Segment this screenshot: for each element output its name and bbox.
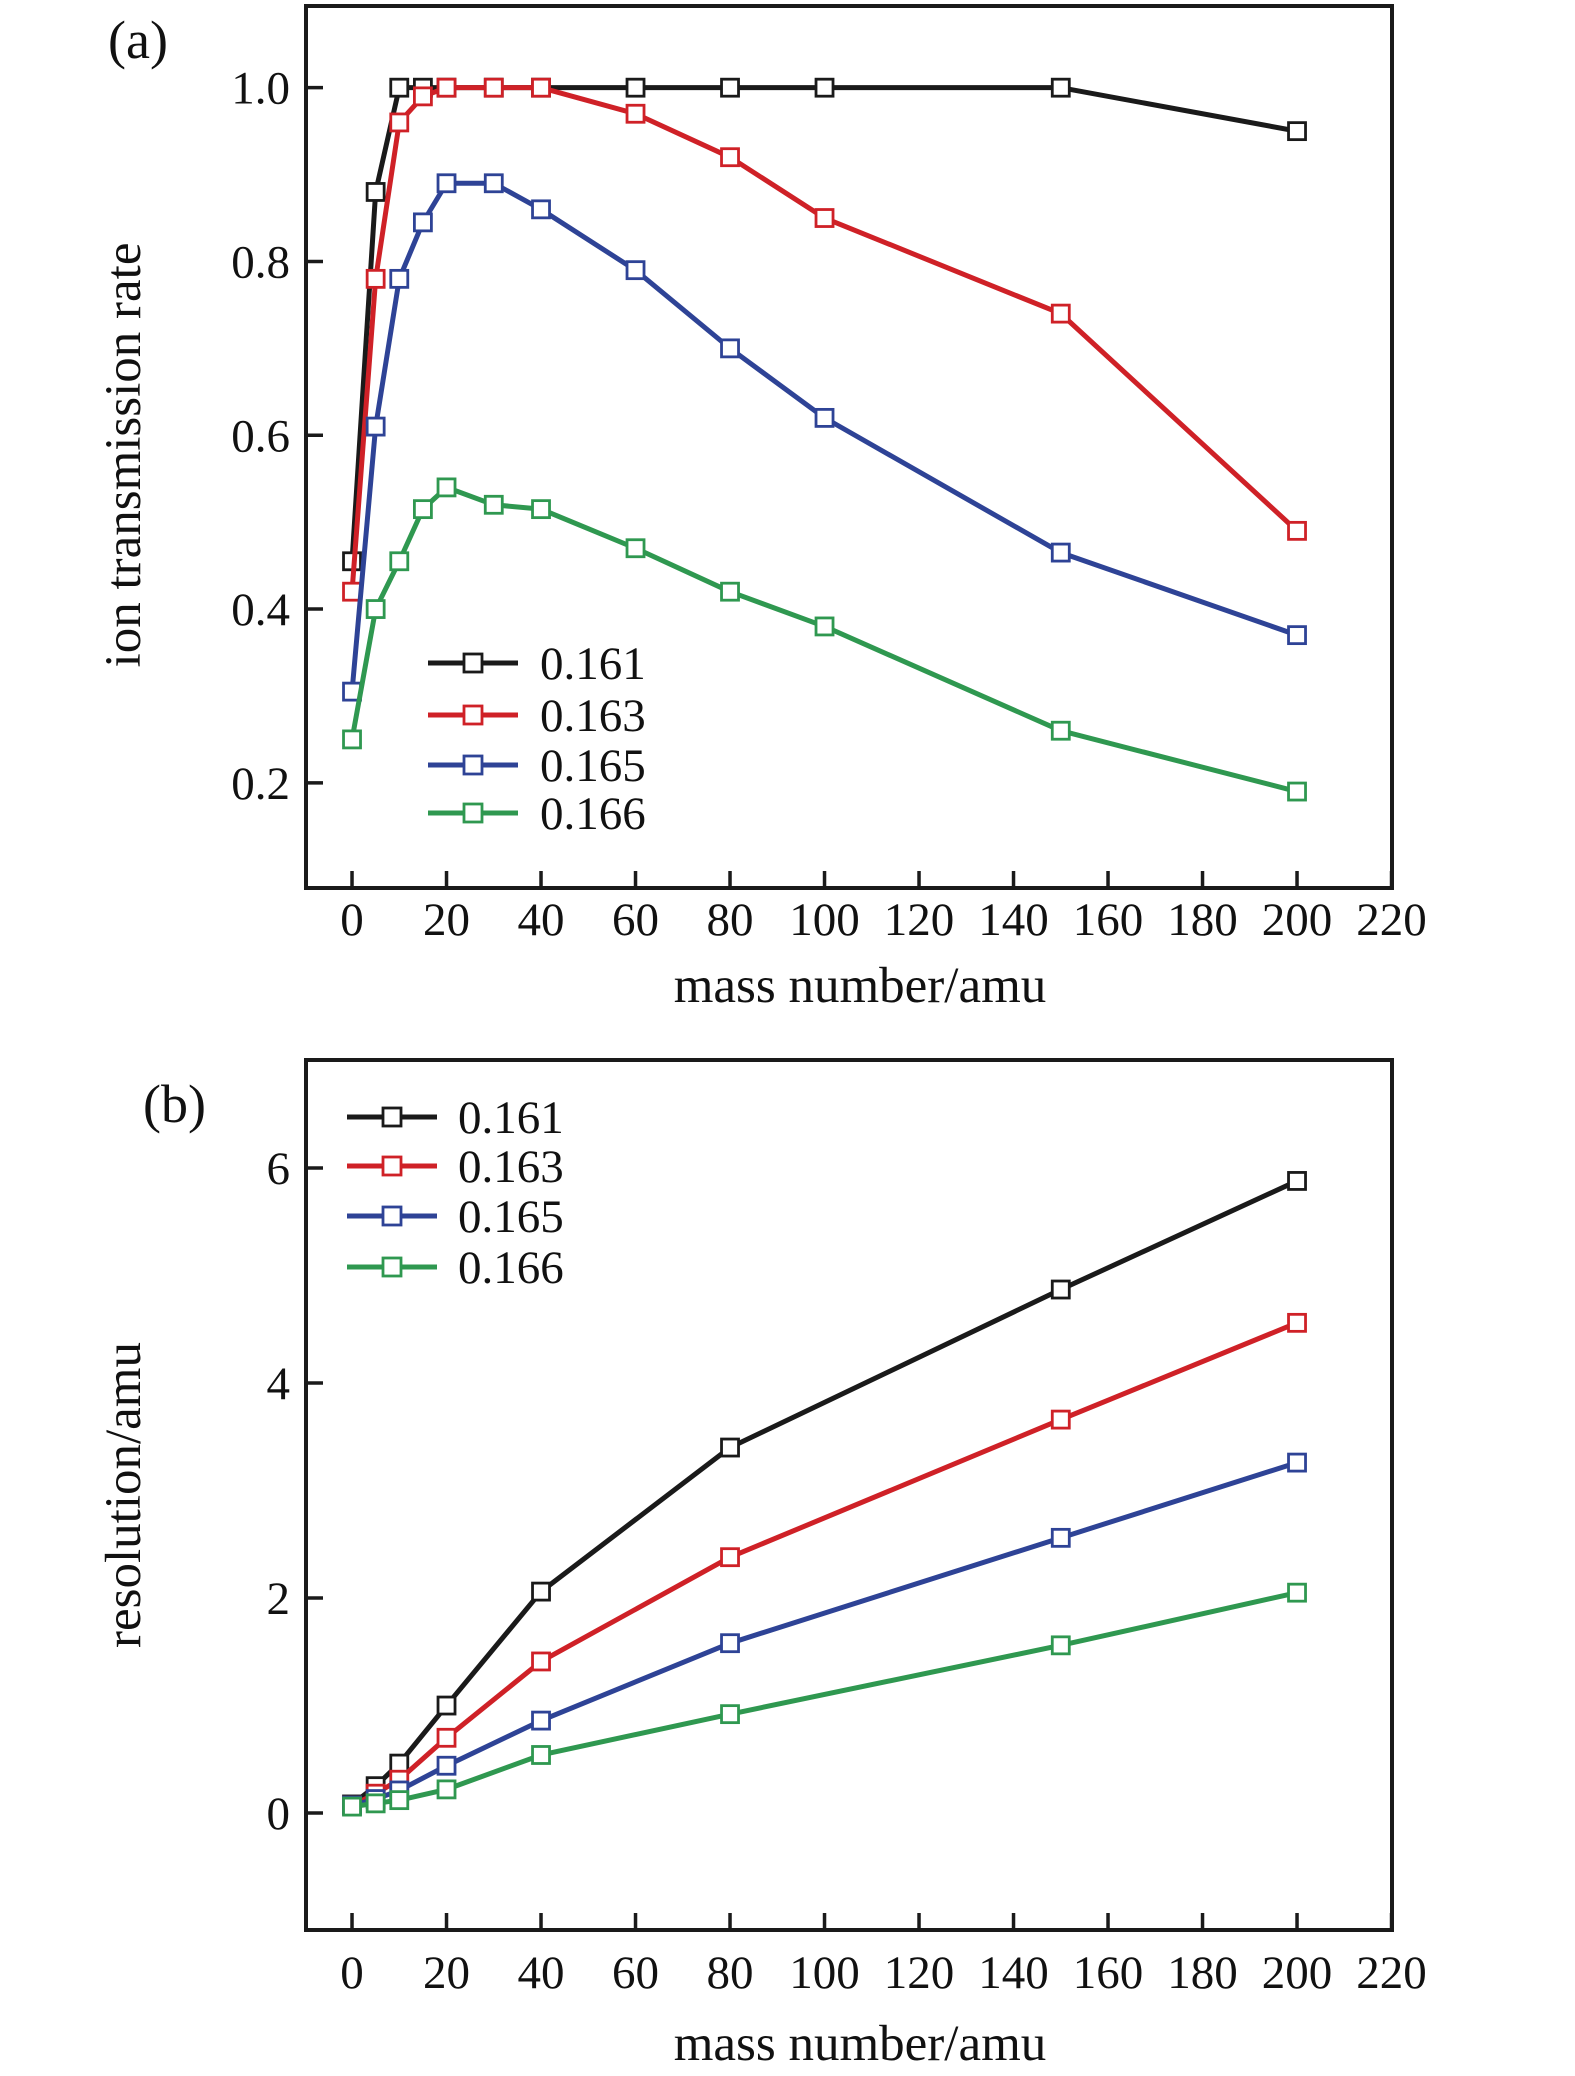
series-marker-0.165	[391, 270, 408, 287]
series-marker-0.161	[533, 1583, 550, 1600]
legend-marker-0.165	[383, 1207, 401, 1225]
legend-label-0.163: 0.163	[458, 1141, 564, 1193]
series-marker-0.165	[816, 409, 833, 426]
legend-marker-0.163	[383, 1157, 401, 1175]
x-tick-label: 100	[789, 1947, 860, 1999]
panel-b-xaxis-title: mass number/amu	[673, 2016, 1047, 2071]
x-tick-label: 180	[1167, 1947, 1238, 1999]
y-tick-label: 6	[266, 1143, 290, 1196]
x-tick-label: 140	[978, 1947, 1049, 1999]
series-marker-0.166	[438, 1781, 455, 1798]
series-marker-0.163	[414, 88, 431, 105]
series-line-0.163	[352, 88, 1297, 592]
x-tick-label: 60	[612, 1947, 660, 1999]
series-marker-0.161	[722, 79, 739, 96]
x-tick-label: 160	[1072, 1947, 1144, 1999]
series-marker-0.163	[367, 270, 384, 287]
panel-a-yaxis-title: ion transmission rate	[96, 242, 152, 668]
series-marker-0.163	[1052, 1411, 1069, 1428]
series-marker-0.165	[533, 1712, 550, 1729]
series-marker-0.163	[438, 79, 455, 96]
series-marker-0.166	[367, 601, 384, 618]
x-tick-label: 160	[1072, 894, 1144, 946]
x-tick-label: 200	[1261, 1947, 1333, 1999]
series-marker-0.165	[1289, 627, 1306, 644]
series-marker-0.161	[1289, 123, 1306, 140]
y-tick-label: 0.6	[231, 410, 290, 463]
legend-marker-0.166	[464, 804, 482, 822]
legend-marker-0.165	[464, 756, 482, 774]
series-marker-0.166	[1052, 1637, 1069, 1654]
series-marker-0.163	[391, 114, 408, 131]
series-marker-0.163	[1289, 522, 1306, 539]
series-marker-0.165	[438, 1757, 455, 1774]
series-marker-0.165	[485, 175, 502, 192]
series-marker-0.165	[722, 1635, 739, 1652]
legend-label-0.161: 0.161	[540, 638, 646, 690]
series-marker-0.166	[414, 501, 431, 518]
series-marker-0.161	[722, 1439, 739, 1456]
series-line-0.161	[352, 88, 1297, 562]
x-tick-label: 60	[612, 894, 660, 946]
series-marker-0.163	[816, 210, 833, 227]
series-marker-0.163	[438, 1729, 455, 1746]
series-marker-0.165	[1052, 1529, 1069, 1546]
y-tick-label: 4	[266, 1358, 290, 1411]
series-marker-0.166	[367, 1795, 384, 1812]
panel-a-tag: (a)	[108, 10, 168, 70]
series-marker-0.166	[344, 731, 361, 748]
x-tick-label: 40	[517, 1947, 565, 1999]
x-tick-label: 200	[1261, 894, 1333, 946]
series-marker-0.165	[367, 418, 384, 435]
legend-marker-0.161	[383, 1108, 401, 1126]
series-marker-0.166	[1052, 722, 1069, 739]
y-tick-label: 0.2	[231, 757, 290, 810]
series-marker-0.161	[1052, 1281, 1069, 1298]
legend-label-0.166: 0.166	[458, 1242, 564, 1294]
series-marker-0.166	[485, 496, 502, 513]
x-tick-label: 100	[789, 894, 860, 946]
series-marker-0.161	[438, 1697, 455, 1714]
panel-b-yaxis-title: resolution/amu	[96, 1342, 152, 1648]
series-marker-0.165	[722, 340, 739, 357]
series-marker-0.166	[627, 540, 644, 557]
x-tick-label: 180	[1167, 894, 1238, 946]
series-marker-0.165	[533, 201, 550, 218]
series-marker-0.163	[533, 1653, 550, 1670]
series-marker-0.163	[1052, 305, 1069, 322]
series-marker-0.166	[344, 1798, 361, 1815]
series-marker-0.166	[533, 1746, 550, 1763]
series-marker-0.165	[414, 214, 431, 231]
panel-b-tag: (b)	[143, 1074, 206, 1134]
x-tick-label: 120	[883, 1947, 955, 1999]
x-tick-label: 80	[706, 894, 754, 946]
panel-a-xaxis-title: mass number/amu	[673, 958, 1047, 1014]
series-marker-0.165	[1052, 544, 1069, 561]
y-tick-label: 0.8	[231, 236, 290, 289]
legend-label-0.165: 0.165	[458, 1191, 564, 1243]
y-tick-label: 1.0	[231, 62, 290, 115]
legend-marker-0.163	[464, 706, 482, 724]
x-tick-label: 120	[883, 894, 955, 946]
series-line-0.163	[352, 1323, 1297, 1806]
series-marker-0.165	[438, 175, 455, 192]
series-marker-0.165	[1289, 1454, 1306, 1471]
legend-label-0.163: 0.163	[540, 690, 646, 742]
series-marker-0.161	[1289, 1172, 1306, 1189]
series-line-0.165	[352, 183, 1297, 691]
series-marker-0.161	[627, 79, 644, 96]
panel-b-plot	[267, 1060, 1427, 1999]
series-marker-0.166	[1289, 783, 1306, 800]
series-marker-0.161	[391, 79, 408, 96]
series-marker-0.163	[485, 79, 502, 96]
y-tick-label: 0	[266, 1788, 290, 1841]
x-tick-label: 220	[1356, 894, 1427, 946]
x-tick-label: 40	[517, 894, 565, 946]
series-marker-0.166	[391, 553, 408, 570]
legend-label-0.161: 0.161	[458, 1092, 564, 1144]
panel-a-plot	[231, 6, 1427, 946]
x-tick-label: 220	[1356, 1947, 1427, 1999]
series-line-0.166	[352, 487, 1297, 791]
series-marker-0.163	[533, 79, 550, 96]
x-tick-label: 0	[340, 894, 364, 946]
series-marker-0.163	[627, 105, 644, 122]
series-line-0.165	[352, 1463, 1297, 1806]
series-marker-0.166	[722, 1706, 739, 1723]
series-marker-0.163	[722, 149, 739, 166]
series-marker-0.166	[533, 501, 550, 518]
legend-marker-0.166	[383, 1258, 401, 1276]
series-marker-0.166	[722, 583, 739, 600]
series-marker-0.161	[391, 1755, 408, 1772]
x-tick-label: 0	[340, 1947, 364, 1999]
y-tick-label: 2	[266, 1573, 290, 1626]
series-marker-0.166	[438, 479, 455, 496]
series-marker-0.166	[1289, 1584, 1306, 1601]
series-marker-0.166	[391, 1792, 408, 1809]
series-marker-0.163	[1289, 1314, 1306, 1331]
x-tick-label: 140	[978, 894, 1049, 946]
series-marker-0.161	[367, 183, 384, 200]
series-marker-0.166	[816, 618, 833, 635]
x-tick-label: 20	[423, 894, 471, 946]
series-marker-0.163	[722, 1549, 739, 1566]
x-tick-label: 80	[706, 1947, 754, 1999]
series-marker-0.161	[816, 79, 833, 96]
legend-label-0.166: 0.166	[540, 788, 646, 840]
series-marker-0.165	[627, 262, 644, 279]
y-tick-label: 0.4	[231, 584, 290, 637]
legend-label-0.165: 0.165	[540, 740, 646, 792]
legend-marker-0.161	[464, 654, 482, 672]
series-marker-0.161	[1052, 79, 1069, 96]
x-tick-label: 20	[423, 1947, 471, 1999]
